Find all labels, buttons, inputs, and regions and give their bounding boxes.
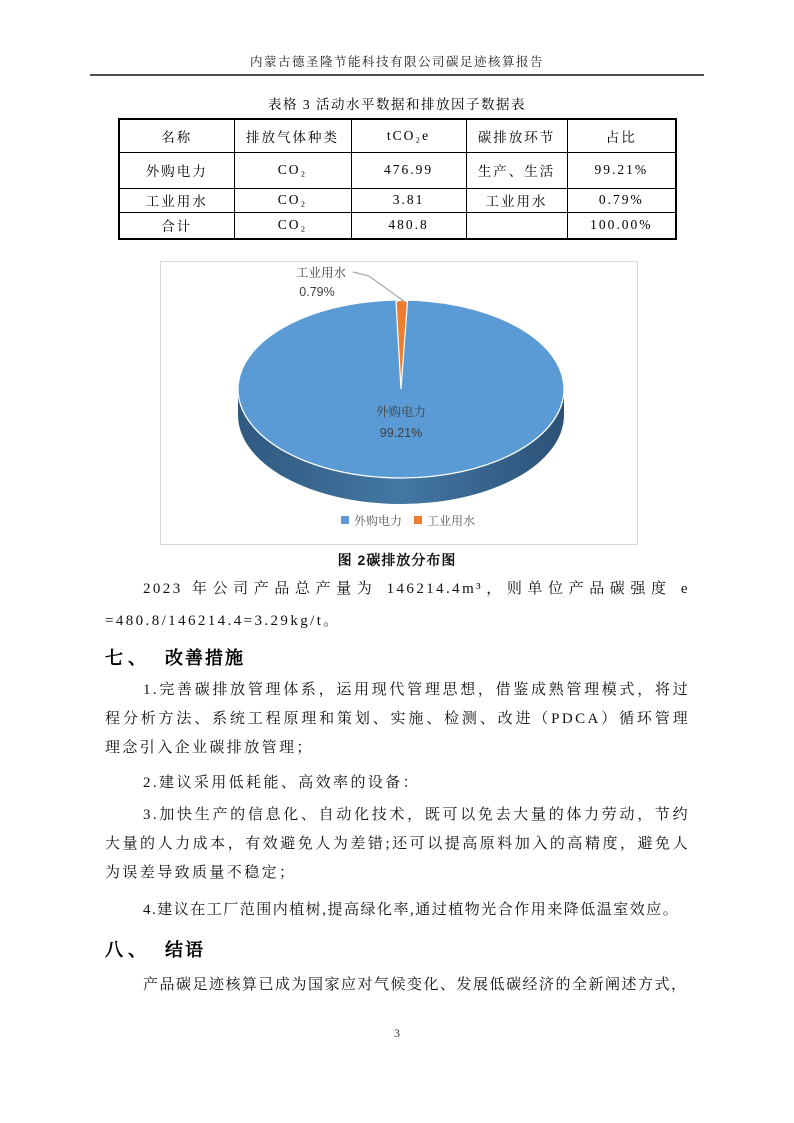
improvement-item-2: 2.建议采用低耗能、高效率的设备：: [143, 775, 421, 791]
section-title: 改善措施: [165, 648, 245, 668]
chart-frame: [160, 261, 638, 545]
table-row: [119, 212, 676, 239]
table-header-cell: 碳排放环节: [466, 119, 567, 152]
table-cell: 480.8: [351, 212, 466, 239]
legend-label-minor: 工业用水: [427, 514, 476, 528]
emissions-table: [118, 118, 677, 240]
legend-swatch-icon: [341, 516, 349, 524]
table-cell: 生产、生活: [466, 152, 567, 188]
table-cell: 外购电力: [119, 152, 234, 188]
production-paragraph: [105, 573, 690, 637]
pie-chart: [161, 262, 637, 544]
slice-category-label: 外购电力: [375, 405, 427, 419]
conclusion-paragraph: 产品碳足迹核算已成为国家应对气候变化、发展低碳经济的全新阐述方式，: [143, 977, 688, 993]
improvement-item-3: 3.加快生产的信息化、自动化技术，既可以免去大量的体力劳动，节约大量的人力成本，有效避免人为差错;还可以提高原料加入的高精度，避免人为误差导致质量不稳定；: [105, 807, 690, 881]
table-row: [119, 152, 676, 188]
table-cell: CO₂: [234, 152, 351, 188]
improvement-item-1: 1.完善碳排放管理体系，运用现代管理思想，借鉴成熟管理模式，将过程分析方法、系统工程原理和策划、实施、检测、改进（PDCA）循环管理理念引入企业碳排放管理；: [105, 682, 690, 756]
table-cell: CO₂: [234, 188, 351, 212]
table-header-cell: 占比: [567, 119, 676, 152]
callout-percent-label: 0.79%: [299, 285, 335, 299]
production-line2: =480.8/146214.4=3.29kg/t。: [105, 613, 341, 629]
page-header-title: 内蒙古德圣隆节能科技有限公司碳足迹核算报告: [249, 55, 544, 69]
table-row: [119, 188, 676, 212]
table-cell: [466, 212, 567, 239]
table-header-cell: 名称: [119, 119, 234, 152]
table-cell: CO₂: [234, 212, 351, 239]
page-number: 3: [394, 1026, 400, 1040]
section-heading-conclusion: [105, 936, 205, 962]
legend-swatch-icon: [414, 516, 422, 524]
table-cell: 3.81: [351, 188, 466, 212]
table-header-row: [119, 119, 676, 152]
improvement-item-4: 4.建议在工厂范围内植树,提高绿化率,通过植物光合作用来降低温室效应。: [143, 902, 680, 918]
table-cell: 工业用水: [119, 188, 234, 212]
table-caption: 表格 3 活动水平数据和排放因子数据表: [268, 97, 526, 112]
table-cell: 100.00%: [567, 212, 676, 239]
slice-percent-label: 99.21%: [379, 426, 423, 440]
legend-label-major: 外购电力: [354, 514, 403, 528]
section-number: 八、: [105, 940, 151, 960]
table-header-cell: 排放气体种类: [234, 119, 351, 152]
production-line1: 2023 年公司产品总产量为 146214.4m³，则单位产品碳强度 e: [143, 581, 690, 597]
table-cell: 0.79%: [567, 188, 676, 212]
section-heading-improvement: [105, 644, 245, 670]
table-cell: 工业用水: [466, 188, 567, 212]
callout-category-label: 工业用水: [295, 266, 347, 280]
section-number: 七、: [105, 648, 151, 668]
section-title: 结语: [165, 940, 205, 960]
leader-line: [353, 272, 405, 302]
table-cell: 476.99: [351, 152, 466, 188]
header-divider: [90, 74, 704, 76]
table-cell: 99.21%: [567, 152, 676, 188]
figure-caption: 图 2碳排放分布图: [337, 552, 457, 568]
table-header-cell: tCO₂e: [351, 119, 466, 152]
table-cell: 合计: [119, 212, 234, 239]
